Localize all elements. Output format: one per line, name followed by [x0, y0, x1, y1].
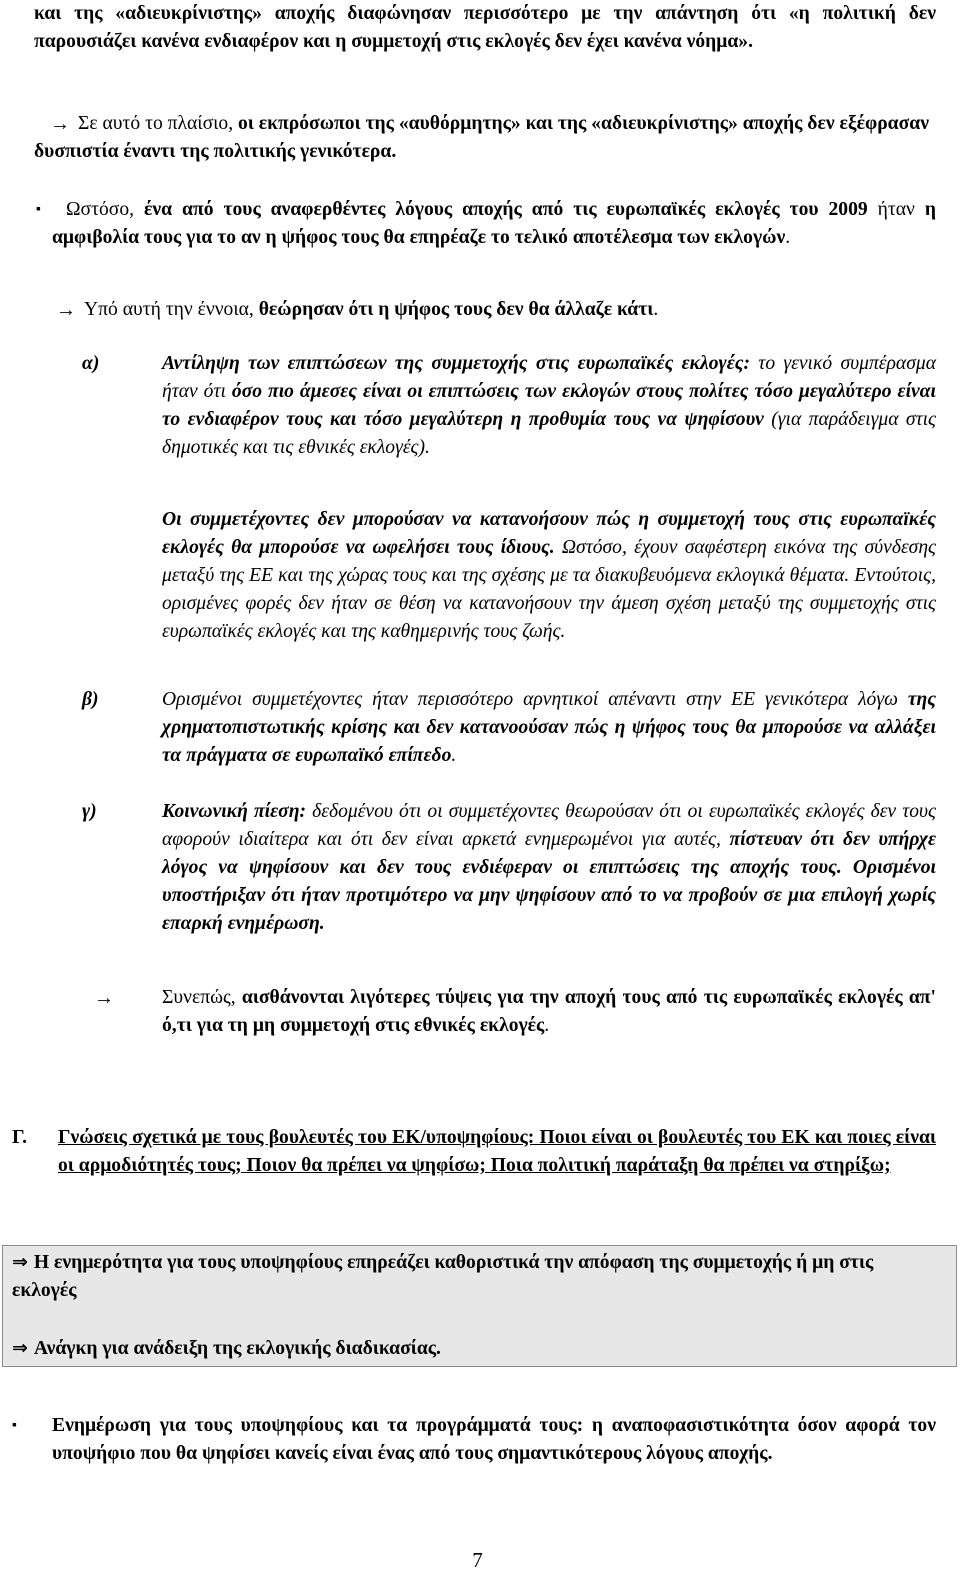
item-a-emphasis: όσο πιο άμεσες είναι οι επιπτώσεις των εκλογών στους πολίτες τόσο μεγαλύτερο είναι το ενδιαφέρον τους και τόσο μεγαλύτερη η προθυμία τους να ψηφίσουν	[162, 381, 937, 430]
sense-tail: .	[653, 299, 659, 320]
item-b-emphasis: της χρηματοπιστωτικής κρίσης και δεν κατανοούσαν πώς η ψήφος τους θα μπορούσε να αλλάξει τα πράγματα σε ευρωπαϊκό επίπεδο	[162, 689, 936, 766]
section-g-title-text: Γνώσεις σχετικά με τους βουλευτές του ΕΚ/υποψηφίους: Ποιοι είναι οι βουλευτές του ΕΚ και ποιες είναι οι αρμοδιότητές τους; Ποιον θα πρέπει να ψηφίσω; Ποια πολιτική παράταξη θα πρέπει να στηρίξω;	[58, 1127, 936, 1176]
square-bullet-icon: ▪	[36, 202, 41, 217]
item-b-text-1: Ορισμένοι συμμετέχοντες ήταν περισσότερο αρνητικοί απέναντι στην ΕΕ γενικότερα λόγω	[162, 689, 908, 710]
item-a-text-2: (για παράδειγμα στις δημοτικές και τις εθνικές εκλογές).	[162, 409, 936, 458]
sense-bold: θεώρησαν ότι η ψήφος τους δεν θα άλλαζε κάτι	[258, 299, 654, 320]
sense-lead: Υπό αυτή την έννοια,	[84, 299, 259, 320]
item-c-emphasis: πίστευαν ότι δεν υπήρχε λόγος να ψηφίσουν και δεν τους ενδιέφεραν οι επιπτώσεις της αποχής τους. Ορισμένοι υποστήριξαν ότι ήταν προτιμότερο να μην ψηφίσουν από το να προβούν σε μια επιλογή χωρίς επαρκή ενημέρωση.	[162, 829, 937, 934]
page-number: 7	[472, 1548, 483, 1572]
item-a-label: α)	[82, 353, 100, 374]
highlight-item-2-text: Ανάγκη για ανάδειξη της εκλογικής διαδικασίας.	[33, 1338, 441, 1359]
item-a-heading: Αντίληψη των επιπτώσεων της συμμετοχής στις ευρωπαϊκές εκλογές:	[162, 353, 750, 374]
right-arrow-icon: →	[56, 299, 76, 321]
however-mid: ήταν	[867, 199, 925, 220]
item-a-text-1: το γενικό συμπέρασμα ήταν ότι	[162, 353, 936, 402]
item-c-paragraph	[162, 798, 936, 938]
intro-bold-text: και της «αδιευκρίνιστης» αποχής διαφώνησαν περισσότερο με την απάντηση ότι «η πολιτική δεν παρουσιάζει κανένα ενδιαφέρον και η συμμετοχή στις εκλογές δεν έχει κανένα νόημα».	[34, 3, 936, 52]
section-g-label: Γ.	[12, 1127, 27, 1148]
intro-paragraph	[34, 0, 936, 56]
double-arrow-icon: ⇒	[12, 1251, 28, 1273]
however-bold-2: η αμφιβολία τους για το αν η ψήφος τους θα επηρέαζε το τελικό αποτέλεσμα των εκλογών	[52, 199, 936, 248]
context-bold: οι εκπρόσωποι της «αυθόρμητης» και της «αδιευκρίνιστης» αποχής δεν εξέφρασαν δυσπιστία έναντι της πολιτικής γενικότερα.	[34, 113, 929, 162]
final-bold-text: Ενημέρωση για τους υποψηφίους και τα προγράμματά τους: η αναποφασιστικότητα όσον αφορά τον υποψήφιο που θα ψηφίσει κανείς είναι ένας από τους σημαντικότερους λόγους αποχής.	[52, 1415, 936, 1464]
however-paragraph	[52, 196, 936, 252]
context-paragraph	[34, 110, 936, 166]
item-c-text: δεδομένου ότι οι συμμετέχοντες θεωρούσαν ότι οι ευρωπαϊκές εκλογές δεν τους αφορούν ιδιαίτερα και ότι δεν είναι αρκετά ενημερωμένοι για αυτές,	[162, 801, 936, 850]
consequently-lead: Συνεπώς,	[162, 987, 242, 1008]
highlight-item-1-text: Η ενημερότητα για τους υποψηφίους επηρεάζει καθοριστικά την απόφαση της συμμετοχής ή μη στις εκλογές	[12, 1252, 874, 1301]
item-a-paragraph-1	[162, 350, 936, 462]
item-c-heading: Κοινωνική πίεση:	[162, 801, 306, 822]
item-b-text-2: .	[451, 745, 457, 766]
item-a-p2-text: Ωστόσο, έχουν σαφέστερη εικόνα της σύνδεσης μεταξύ της ΕΕ και της χώρας τους και της σχέσης με τα διακυβευόμενα εκλογικά θέματα. Εντούτοις, ορισμένες φορές δεν ήταν σε θέση να κατανοήσουν την άμεση σχέση μεταξύ της συμμετοχής στις ευρωπαϊκές εκλογές και της καθημερινής τους ζωής.	[162, 537, 936, 642]
right-arrow-icon: →	[94, 987, 114, 1009]
sense-paragraph	[84, 296, 936, 324]
however-tail: .	[785, 227, 791, 248]
right-arrow-icon: →	[50, 113, 70, 135]
final-paragraph	[52, 1412, 936, 1468]
highlight-item-2	[12, 1334, 942, 1363]
item-b-paragraph	[162, 686, 936, 770]
section-g-title	[58, 1124, 936, 1180]
however-bold-1: ένα από τους αναφερθέντες λόγους αποχής από τις ευρωπαϊκές εκλογές του 2009	[144, 199, 868, 220]
item-b-label: β)	[82, 689, 99, 710]
item-a-paragraph-2	[162, 506, 936, 646]
consequently-bold: αισθάνονται λιγότερες τύψεις για την αποχή τους από τις ευρωπαϊκές εκλογές απ' ό,τι για τη μη συμμετοχή στις εθνικές εκλογές	[162, 987, 936, 1036]
consequently-tail: .	[544, 1015, 550, 1036]
consequently-paragraph	[162, 984, 936, 1040]
item-c-label: γ)	[82, 801, 97, 822]
context-lead: Σε αυτό το πλαίσιο,	[78, 113, 238, 134]
item-a-p2-emphasis: Οι συμμετέχοντες δεν μπορούσαν να κατανοήσουν πώς η συμμετοχή τους στις ευρωπαϊκές εκλογές θα μπορούσε να ωφελήσει τους ίδιους.	[162, 509, 936, 558]
highlight-item-1	[12, 1248, 942, 1305]
double-arrow-icon: ⇒	[12, 1337, 28, 1359]
square-bullet-icon: ▪	[12, 1418, 17, 1433]
however-lead: Ωστόσο,	[66, 199, 145, 220]
